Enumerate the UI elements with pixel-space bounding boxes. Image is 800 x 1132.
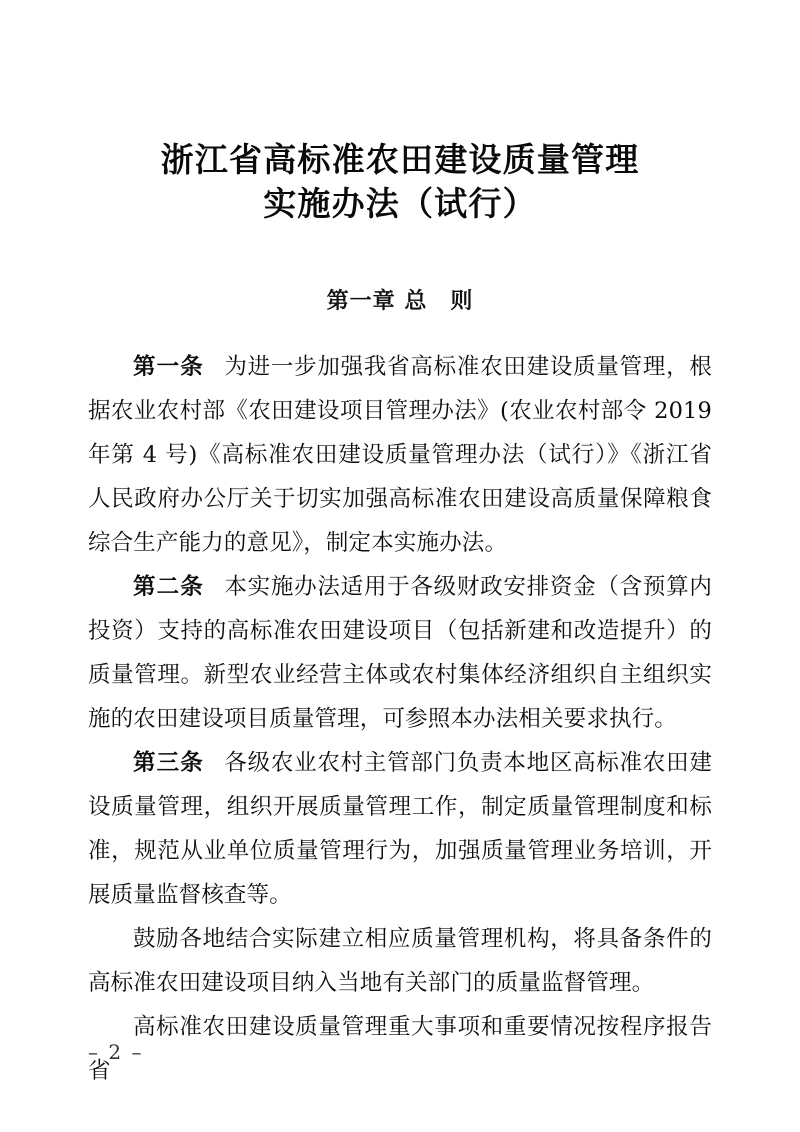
article-label-1: 第一条	[133, 354, 204, 380]
article-label-3: 第三条	[133, 750, 204, 776]
document-body	[88, 345, 712, 1093]
document-title-line-2: 实施办法（试行）	[263, 184, 537, 223]
article-text-3-continued-1: 鼓励各地结合实际建立相应质量管理机构，将具备条件的高标准农田建设项目纳入当地有关部门的质量监督管理。	[88, 926, 712, 996]
paragraph-article-2	[88, 565, 712, 741]
article-text-2: 本实施办法适用于各级财政安排资金（含预算内投资）支持的高标准农田建设项目（包括新建和改造提升）的质量管理。新型农业经营主体或农村集体经济组织自主组织实施的农田建设项目质量管理，可参照本办法相关要求执行。	[88, 574, 712, 732]
chapter-heading: 第一章 总 则	[326, 288, 474, 314]
paragraph-article-3-continued-1	[88, 917, 712, 1005]
paragraph-article-1	[88, 345, 712, 565]
document-title-line-1: 浙江省高标准农田建设质量管理	[160, 140, 640, 179]
page-number: – 2 –	[88, 1040, 144, 1064]
document-title	[0, 138, 800, 226]
article-text-1: 为进一步加强我省高标准农田建设质量管理，根据农业农村部《农田建设项目管理办法》(农业农村部令 2019 年第 4 号)《高标准农田建设质量管理办法（试行）》《浙江省人民政府办公厅关于切实加强高标准农田建设高质量保障粮食综合生产能力的意见》，制定本实施办法。	[88, 354, 712, 556]
paragraph-article-3-continued-2	[88, 1005, 712, 1093]
article-label-2: 第二条	[133, 574, 204, 600]
paragraph-article-3	[88, 741, 712, 917]
article-text-3: 各级农业农村主管部门负责本地区高标准农田建设质量管理，组织开展质量管理工作，制定质量管理制度和标准，规范从业单位质量管理行为，加强质量管理业务培训，开展质量监督核查等。	[88, 750, 712, 908]
article-text-3-continued-2: 高标准农田建设质量管理重大事项和重要情况按程序报告省	[88, 1014, 712, 1084]
